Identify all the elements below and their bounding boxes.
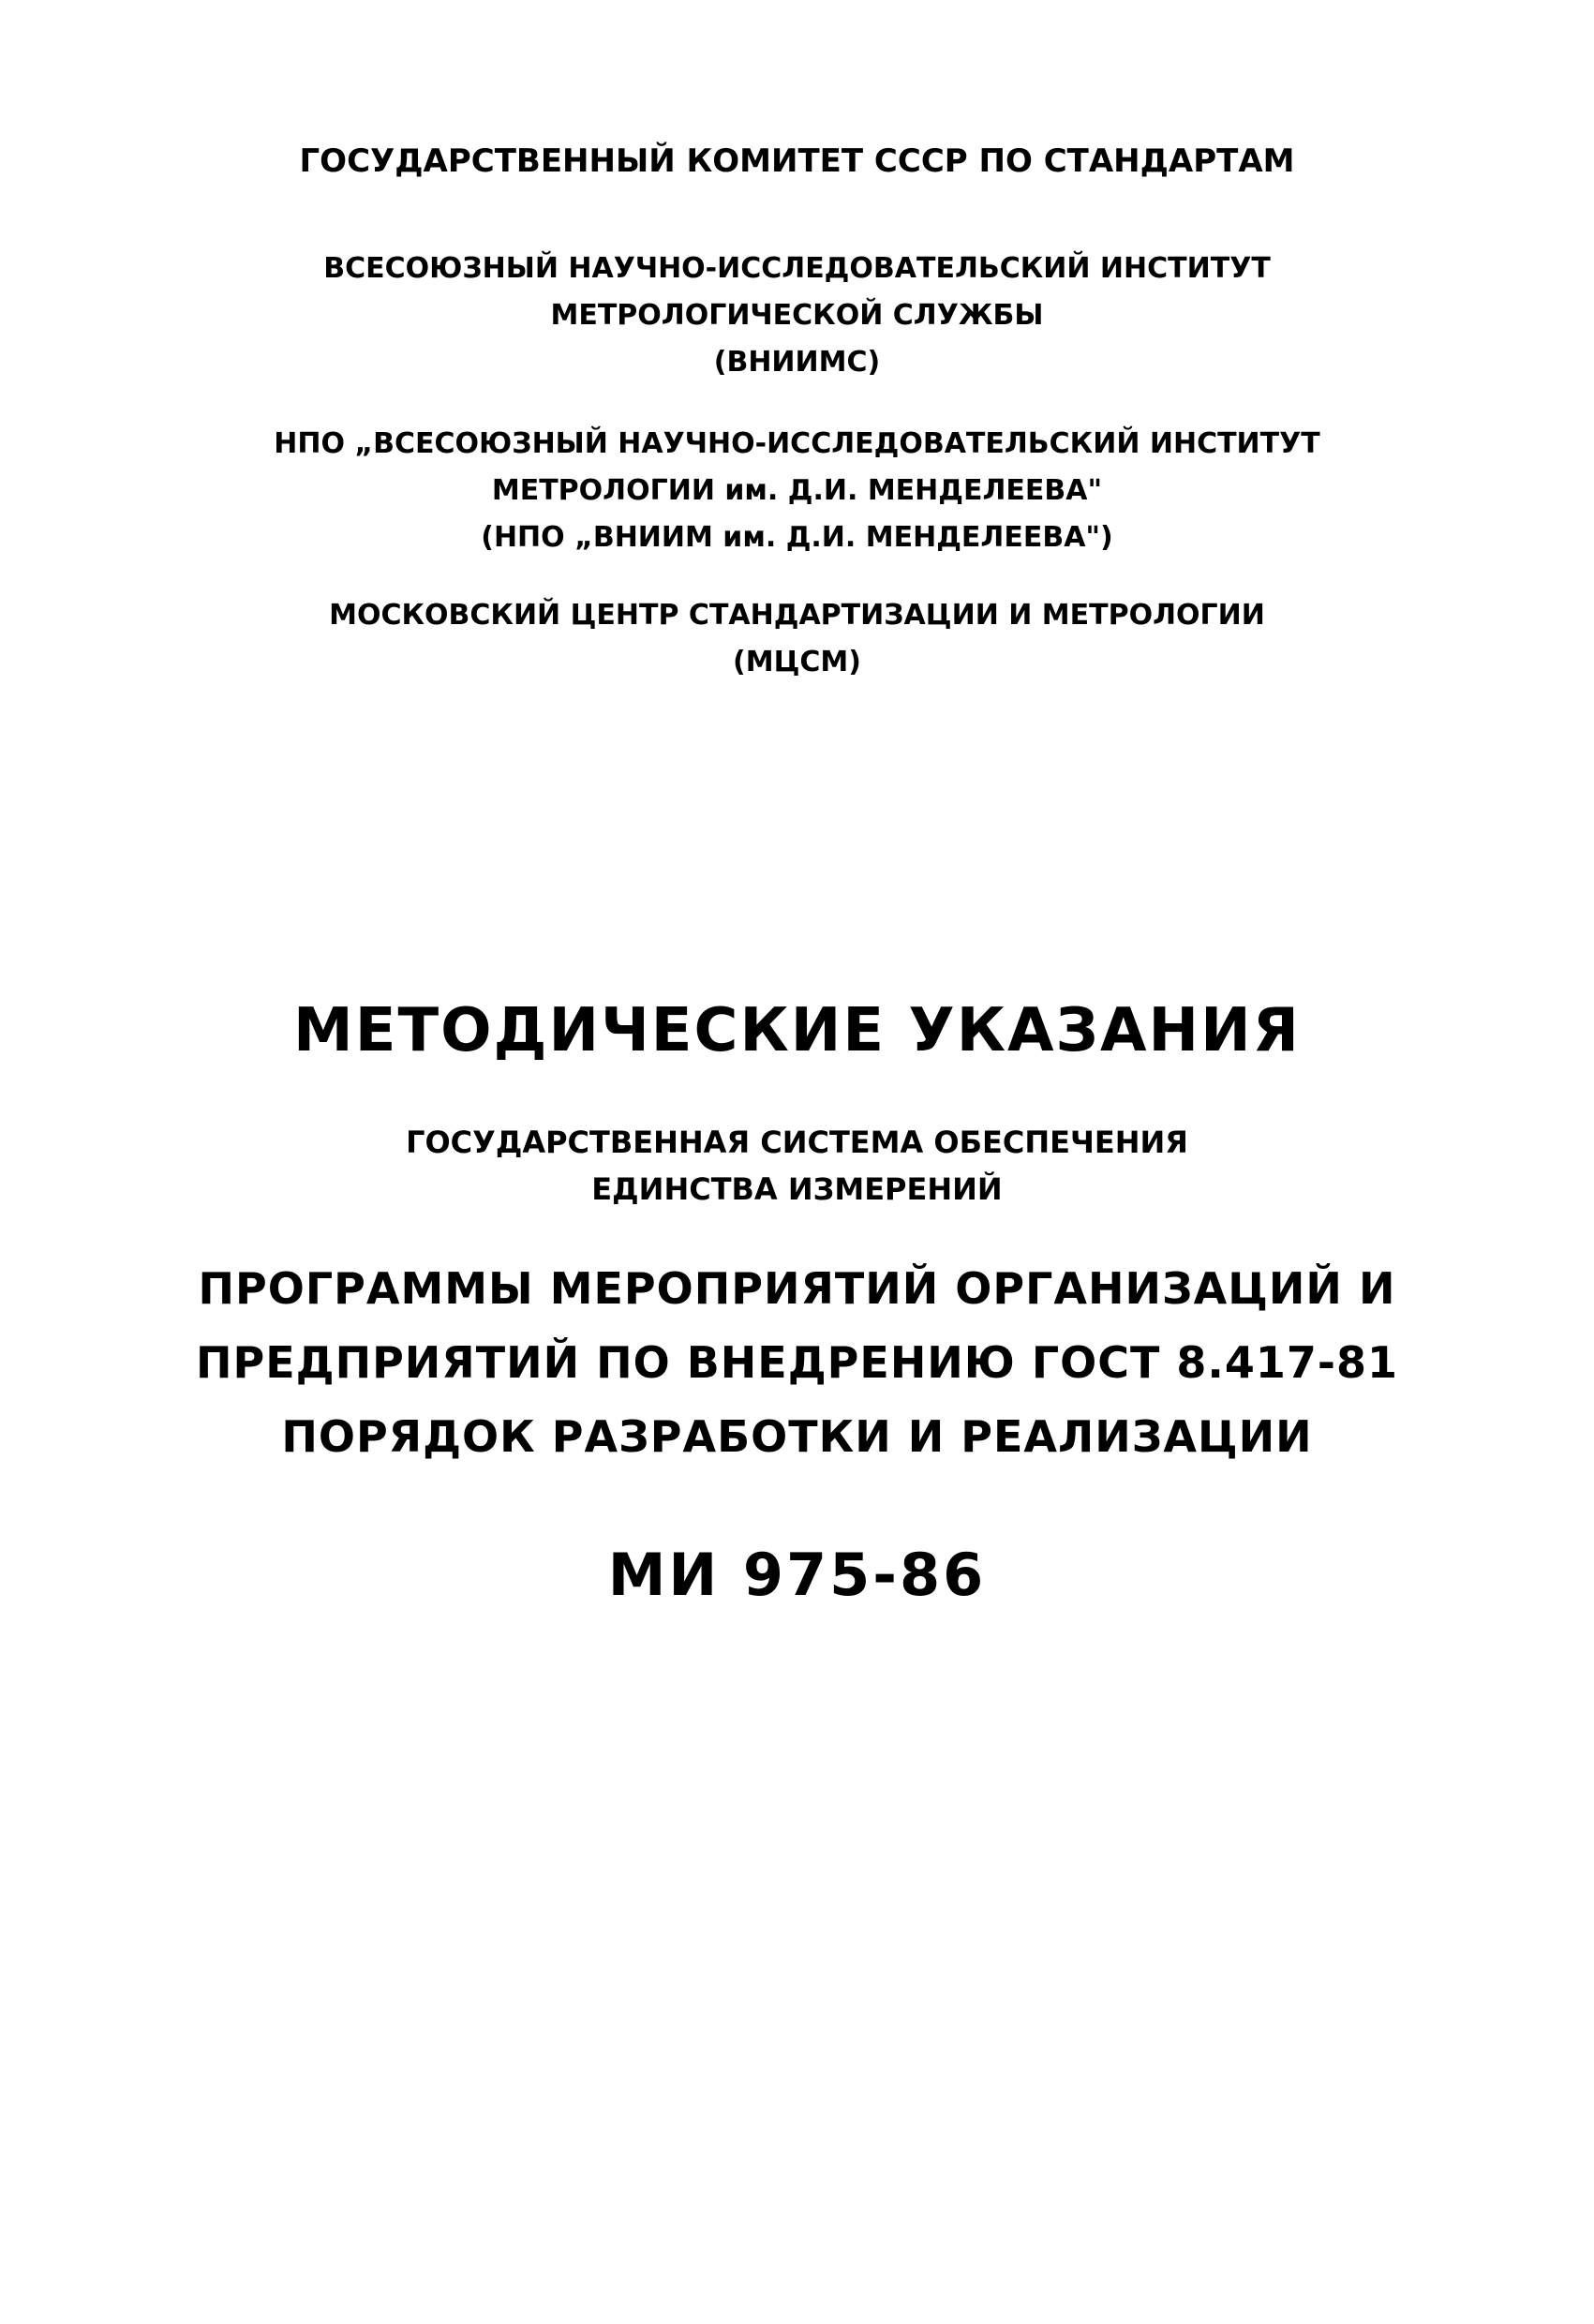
document-title-line: ПРОГРАММЫ МЕРОПРИЯТИЙ ОРГАНИЗАЦИЙ И — [198, 1263, 1396, 1314]
document-designation: МИ 975-86 — [607, 1541, 987, 1609]
organization-line: (НПО „ВНИИМ им. Д.И. МЕНДЕЛЕЕВА") — [481, 521, 1113, 554]
document-title-line: ПРЕДПРИЯТИЙ ПО ВНЕДРЕНИЮ ГОСТ 8.417-81 — [195, 1337, 1398, 1388]
system-subtitle-line: ГОСУДАРСТВЕННАЯ СИСТЕМА ОБЕСПЕЧЕНИЯ — [406, 1125, 1188, 1160]
system-subtitle-line: ЕДИНСТВА ИЗМЕРЕНИЙ — [591, 1171, 1003, 1207]
organization-line: МЕТРОЛОГИЧЕСКОЙ СЛУЖБЫ — [550, 299, 1044, 332]
organization-line: НПО „ВСЕСОЮЗНЫЙ НАУЧНО-ИССЛЕДОВАТЕЛЬСКИЙ ИНСТИТУТ — [274, 427, 1320, 460]
organization-line: МОСКОВСКИЙ ЦЕНТР СТАНДАРТИЗАЦИИ И МЕТРОЛОГИИ — [329, 599, 1265, 632]
document-type-heading: МЕТОДИЧЕСКИЕ УКАЗАНИЯ — [293, 996, 1301, 1065]
organization-line: МЕТРОЛОГИИ им. Д.И. МЕНДЕЛЕЕВА" — [491, 474, 1103, 507]
organization-line: (ВНИИМС) — [713, 346, 881, 379]
organization-line: (МЦСМ) — [733, 646, 861, 678]
committee-heading: ГОСУДАРСТВЕННЫЙ КОМИТЕТ СССР ПО СТАНДАРТАМ — [299, 142, 1295, 180]
document-title-line: ПОРЯДОК РАЗРАБОТКИ И РЕАЛИЗАЦИИ — [281, 1411, 1313, 1462]
organization-line: ВСЕСОЮЗНЫЙ НАУЧНО-ИССЛЕДОВАТЕЛЬСКИЙ ИНСТИТУТ — [323, 252, 1271, 285]
